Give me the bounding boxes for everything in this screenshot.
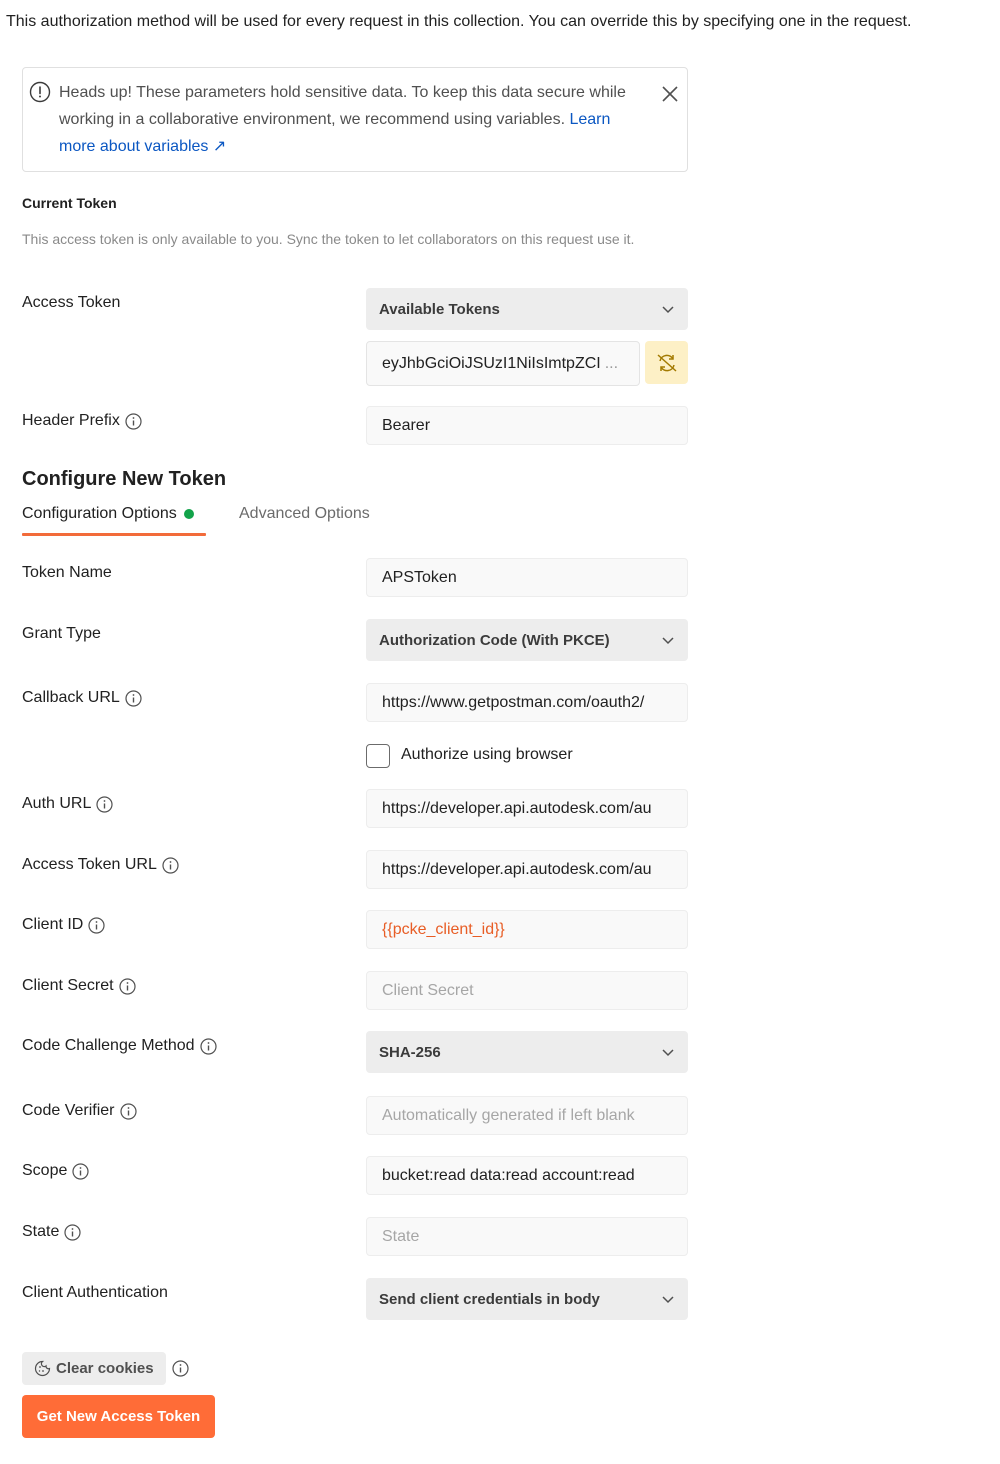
scope-input[interactable]: bucket:read data:read account:read: [366, 1156, 688, 1195]
authorize-browser-checkbox[interactable]: [366, 744, 390, 768]
client-auth-label: [22, 1284, 168, 1302]
chevron-down-icon: [661, 1292, 675, 1306]
info-icon[interactable]: [120, 1103, 137, 1120]
current-token-description: This access token is only available to you. Sync the token to let collaborators on this request use it.: [22, 231, 635, 247]
grant-type-label: [22, 625, 101, 643]
callback-url-input[interactable]: https://www.getpostman.com/oauth2/: [366, 683, 688, 722]
tab-configuration-options[interactable]: [22, 505, 194, 523]
code-verifier-label-text: Code Verifier: [22, 1102, 115, 1119]
info-icon[interactable]: [200, 1038, 217, 1055]
header-prefix-label-text: Header Prefix: [22, 412, 120, 429]
scope-label: [22, 1162, 89, 1180]
token-name-label: [22, 564, 112, 582]
info-icon[interactable]: [119, 978, 136, 995]
client-auth-value: Send client credentials in body: [379, 1290, 600, 1308]
header-prefix-input[interactable]: Bearer: [366, 406, 688, 445]
clear-cookies-label: Clear cookies: [56, 1360, 154, 1377]
info-icon[interactable]: [162, 857, 179, 874]
client-id-label-text: Client ID: [22, 916, 84, 933]
client-secret-label-text: Client Secret: [22, 977, 114, 994]
cookie-icon: [34, 1360, 51, 1377]
access-token-label: [22, 294, 120, 312]
sync-off-icon: [655, 351, 679, 375]
state-label: [22, 1223, 81, 1241]
access-token-url-input[interactable]: https://developer.api.autodesk.com/au: [366, 850, 688, 889]
sync-token-button[interactable]: [645, 341, 688, 384]
client-auth-label-text: Client Authentication: [22, 1284, 168, 1301]
info-icon[interactable]: [72, 1163, 89, 1180]
get-new-access-token-button[interactable]: Get New Access Token: [22, 1395, 215, 1438]
client-id-input[interactable]: {{pcke_client_id}}: [366, 910, 688, 949]
sensitive-data-alert: [22, 67, 688, 172]
client-secret-input[interactable]: Client Secret: [366, 971, 688, 1010]
code-challenge-label-text: Code Challenge Method: [22, 1037, 195, 1054]
client-auth-dropdown[interactable]: [366, 1278, 688, 1320]
alert-message: [59, 79, 639, 160]
grant-type-value: Authorization Code (With PKCE): [379, 631, 610, 649]
info-icon[interactable]: [96, 796, 113, 813]
info-icon[interactable]: [64, 1224, 81, 1241]
status-dot: [184, 509, 194, 519]
access-token-value: eyJhbGciOiJSUzI1NiIsImtpZCI: [382, 354, 601, 372]
tab-configuration-label: Configuration Options: [22, 505, 177, 522]
access-token-label-text: Access Token: [22, 294, 121, 311]
client-id-label: [22, 916, 105, 934]
access-token-url-label-text: Access Token URL: [22, 856, 157, 873]
alert-text: Heads up! These parameters hold sensitive data. To keep this data secure while working in a collaborative environment, we recommend using variables.: [59, 84, 626, 128]
code-challenge-label: [22, 1037, 217, 1055]
token-ellipsis: ...: [604, 354, 619, 372]
state-input[interactable]: State: [366, 1217, 688, 1256]
callback-url-label-text: Callback URL: [22, 689, 120, 706]
chevron-down-icon: [661, 1045, 675, 1059]
chevron-down-icon: [661, 302, 675, 316]
auth-url-input[interactable]: https://developer.api.autodesk.com/au: [366, 789, 688, 828]
chevron-down-icon: [661, 633, 675, 647]
info-icon[interactable]: [125, 413, 142, 430]
learn-more-link[interactable]: Learn more about variables ↗: [59, 111, 611, 155]
clear-cookies-button[interactable]: [22, 1352, 166, 1385]
active-tab-indicator: [22, 533, 206, 536]
grant-type-label-text: Grant Type: [22, 625, 101, 642]
info-icon[interactable]: [88, 917, 105, 934]
grant-type-dropdown[interactable]: [366, 619, 688, 661]
access-token-field[interactable]: [366, 341, 640, 386]
state-label-text: State: [22, 1223, 60, 1240]
scope-label-text: Scope: [22, 1162, 68, 1179]
current-token-heading: Current Token: [22, 195, 117, 211]
access-token-url-label: [22, 856, 179, 874]
authorize-browser-label[interactable]: Authorize using browser: [401, 746, 573, 763]
info-icon[interactable]: [125, 690, 142, 707]
configure-token-heading: Configure New Token: [22, 468, 227, 490]
close-icon[interactable]: [661, 85, 679, 103]
auth-url-label-text: Auth URL: [22, 795, 92, 812]
available-tokens-dropdown[interactable]: [366, 288, 688, 330]
code-verifier-input[interactable]: Automatically generated if left blank: [366, 1096, 688, 1135]
code-verifier-label: [22, 1102, 137, 1120]
intro-text: This authorization method will be used for every request in this collection. You can override this by specifying one in the request.: [6, 13, 912, 30]
exclamation-circle-icon: [29, 81, 51, 103]
available-tokens-value: Available Tokens: [379, 300, 500, 318]
header-prefix-label: [22, 412, 142, 430]
token-name-label-text: Token Name: [22, 564, 112, 581]
auth-url-label: [22, 795, 113, 813]
code-challenge-value: SHA-256: [379, 1043, 441, 1061]
callback-url-label: [22, 689, 142, 707]
client-secret-label: [22, 977, 136, 995]
code-challenge-dropdown[interactable]: [366, 1031, 688, 1073]
tab-advanced-options[interactable]: Advanced Options: [239, 505, 370, 522]
info-icon[interactable]: [172, 1360, 189, 1377]
token-name-input[interactable]: APSToken: [366, 558, 688, 597]
